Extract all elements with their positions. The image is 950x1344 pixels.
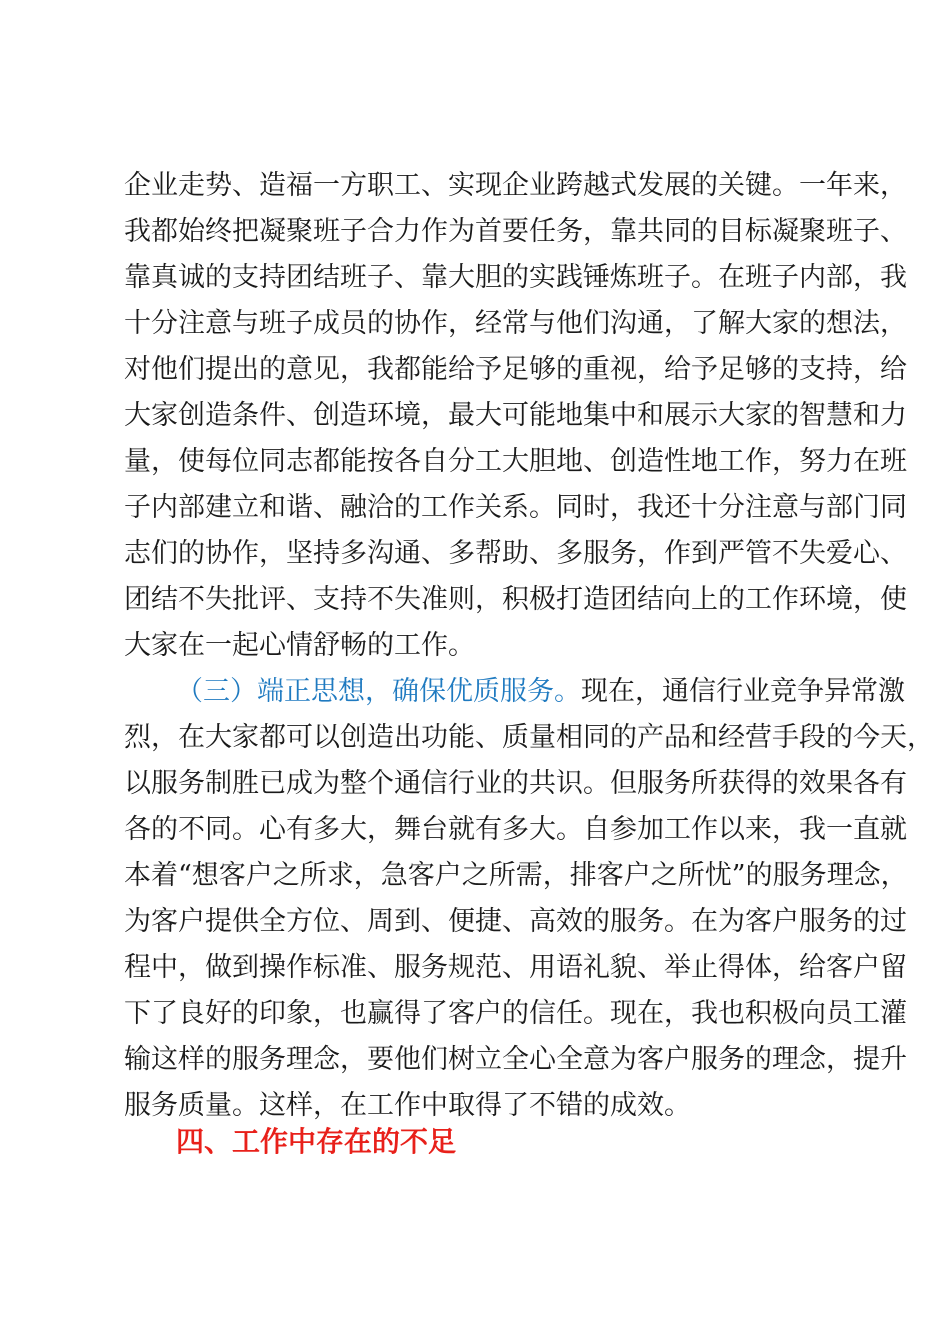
paragraph-line: 团结不失批评、支持不失准则，积极打造团结向上的工作环境，使 — [124, 584, 907, 615]
paragraph-line: 本着“想客户之所求，急客户之所需，排客户之所忧”的服务理念， — [124, 860, 908, 891]
paragraph-line: 十分注意与班子成员的协作，经常与他们沟通，了解大家的想法， — [124, 308, 907, 339]
paragraph-line: 下了良好的印象，也赢得了客户的信任。现在，我也积极向员工灌 — [124, 998, 907, 1029]
section-heading: 四、工作中存在的不足 — [176, 1125, 457, 1158]
paragraph-line: 大家创造条件、创造环境，最大可能地集中和展示大家的智慧和力 — [124, 400, 907, 431]
paragraph-line: 各的不同。心有多大，舞台就有多大。自参加工作以来，我一直就 — [124, 814, 907, 845]
paragraph-line: 我都始终把凝聚班子合力作为首要任务，靠共同的目标凝聚班子、 — [124, 216, 907, 247]
paragraph-line: 输这样的服务理念，要他们树立全心全意为客户服务的理念，提升 — [124, 1044, 907, 1075]
paragraph-line: 为客户提供全方位、周到、便捷、高效的服务。在为客户服务的过 — [124, 906, 907, 937]
paragraph-line: 烈，在大家都可以创造出功能、质量相同的产品和经营手段的今天， — [124, 722, 934, 753]
paragraph-line: 大家在一起心情舒畅的工作。 — [124, 630, 475, 661]
paragraph-line: 服务质量。这样，在工作中取得了不错的成效。 — [124, 1090, 691, 1121]
paragraph-line: 量，使每位同志都能按各自分工大胆地、创造性地工作，努力在班 — [124, 446, 907, 477]
paragraph-line-rest: 现在，通信行业竞争异常激 — [581, 676, 905, 707]
paragraph-line: 企业走势、造福一方职工、实现企业跨越式发展的关键。一年来， — [124, 170, 907, 201]
paragraph-first-line — [176, 672, 905, 712]
paragraph-line: 志们的协作，坚持多沟通、多帮助、多服务，作到严管不失爱心、 — [124, 538, 907, 569]
paragraph-line: 靠真诚的支持团结班子、靠大胆的实践锤炼班子。在班子内部，我 — [124, 262, 907, 293]
paragraph-line: 子内部建立和谐、融洽的工作关系。同时，我还十分注意与部门同 — [124, 492, 907, 523]
subheading-service: （三）端正思想，确保优质服务。 — [176, 676, 581, 707]
paragraph-line: 以服务制胜已成为整个通信行业的共识。但服务所获得的效果各有 — [124, 768, 907, 799]
paragraph-line: 程中，做到操作标准、服务规范、用语礼貌、举止得体，给客户留 — [124, 952, 907, 983]
paragraph-line: 对他们提出的意见，我都能给予足够的重视，给予足够的支持，给 — [124, 354, 907, 385]
